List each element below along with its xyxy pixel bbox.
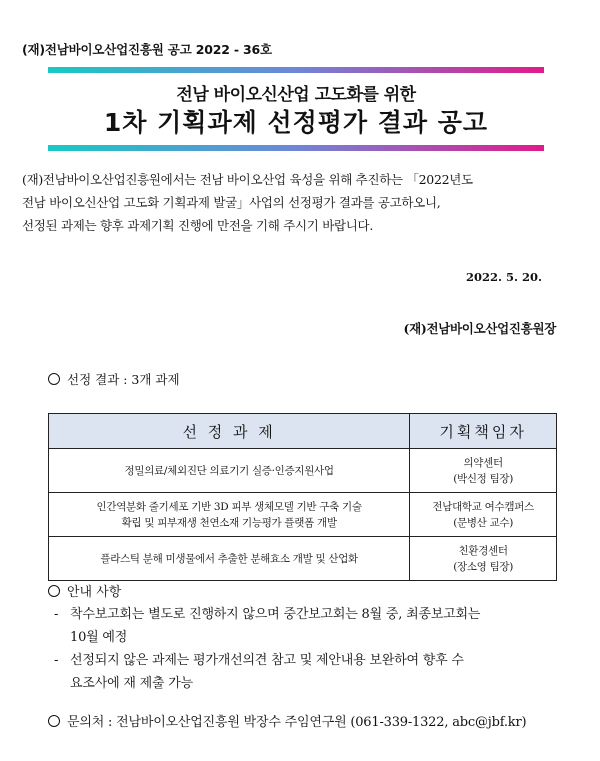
project-name: 인간역분화 줄기세포 기반 3D 피부 생체모델 기반 구축 기술 bbox=[96, 500, 362, 513]
notice-number: (재)전남바이오산업진흥원 공고 2022 - 36호 bbox=[22, 42, 272, 57]
lead-org: 의약센터 bbox=[463, 456, 503, 469]
guide-heading-text: 안내 사항 bbox=[67, 585, 122, 600]
banner-subtitle: 전남 바이오신산업 고도화를 위한 bbox=[176, 85, 416, 105]
projects-table bbox=[48, 413, 557, 581]
banner-top-bar bbox=[48, 67, 544, 73]
project-cell bbox=[49, 493, 410, 537]
dash-bullet: - bbox=[54, 653, 59, 668]
project-name: 확립 및 피부재생 천연소재 기능평가 플랫폼 개발 bbox=[121, 516, 337, 529]
guide-line: 10월 예정 bbox=[70, 630, 128, 645]
body-line: 선정된 과제는 향후 과제기획 진행에 만전을 기해 주시기 바랍니다. bbox=[22, 218, 373, 233]
lead-cell bbox=[410, 493, 557, 537]
lead-cell bbox=[410, 537, 557, 581]
guide-item bbox=[48, 603, 558, 649]
circle-bullet-icon bbox=[48, 715, 60, 727]
guide-list bbox=[48, 603, 558, 695]
project-name: 플라스틱 분해 미생물에서 추출한 분해효소 개발 및 산업화 bbox=[100, 552, 358, 565]
contact bbox=[48, 711, 526, 730]
lead-person: (문병산 교수) bbox=[453, 516, 514, 529]
lead-org: 전남대학교 여수캠퍼스 bbox=[432, 500, 534, 513]
banner-bottom-bar bbox=[48, 145, 544, 151]
contact-text: 문의처 : 전남바이오산업진흥원 박장수 주임연구원 (061-339-1322, abc@jbf.kr) bbox=[67, 715, 527, 730]
issuer: (재)전남바이오산업진흥원장 bbox=[403, 321, 556, 336]
table-row bbox=[49, 449, 557, 493]
header-lead: 기획책임자 bbox=[410, 414, 557, 449]
result-summary bbox=[48, 370, 180, 388]
guide-line: 착수보고회는 별도로 진행하지 않으며 중간보고회는 8월 중, 최종보고회는 bbox=[70, 607, 481, 622]
body-paragraph bbox=[22, 168, 570, 237]
project-cell bbox=[49, 449, 410, 493]
table-header-row bbox=[49, 414, 557, 449]
circle-bullet-icon bbox=[48, 373, 60, 385]
body-line: (재)전남바이오산업진흥원에서는 전남 바이오산업 육성을 위해 추진하는 「2022년도 bbox=[22, 172, 473, 187]
dash-bullet: - bbox=[54, 607, 59, 622]
guide-line: 요조사에 재 제출 가능 bbox=[70, 676, 194, 691]
guide-heading bbox=[48, 581, 121, 600]
notice-date: 2022. 5. 20. bbox=[465, 270, 542, 284]
guide-line: 선정되지 않은 과제는 평가개선의견 참고 및 제안내용 보완하여 향후 수 bbox=[70, 653, 464, 668]
lead-person: (장소영 팀장) bbox=[453, 560, 514, 573]
body-line: 전남 바이오신산업 고도화 기획과제 발굴」사업의 선정평가 결과를 공고하오니, bbox=[22, 195, 441, 210]
lead-org: 친환경센터 bbox=[458, 544, 508, 557]
table-row bbox=[49, 537, 557, 581]
header-project: 선 정 과 제 bbox=[49, 414, 410, 449]
lead-person: (박신정 팀장) bbox=[453, 472, 514, 485]
result-summary-text: 선정 결과 : 3개 과제 bbox=[67, 372, 180, 387]
project-cell bbox=[49, 537, 410, 581]
guide-item bbox=[48, 649, 558, 695]
circle-bullet-icon bbox=[48, 585, 60, 597]
project-name: 정밀의료/체외진단 의료기기 실증·인증지원사업 bbox=[124, 464, 334, 477]
lead-cell bbox=[410, 449, 557, 493]
banner-title: 1차 기획과제 선정평가 결과 공고 bbox=[103, 108, 489, 137]
table-row bbox=[49, 493, 557, 537]
